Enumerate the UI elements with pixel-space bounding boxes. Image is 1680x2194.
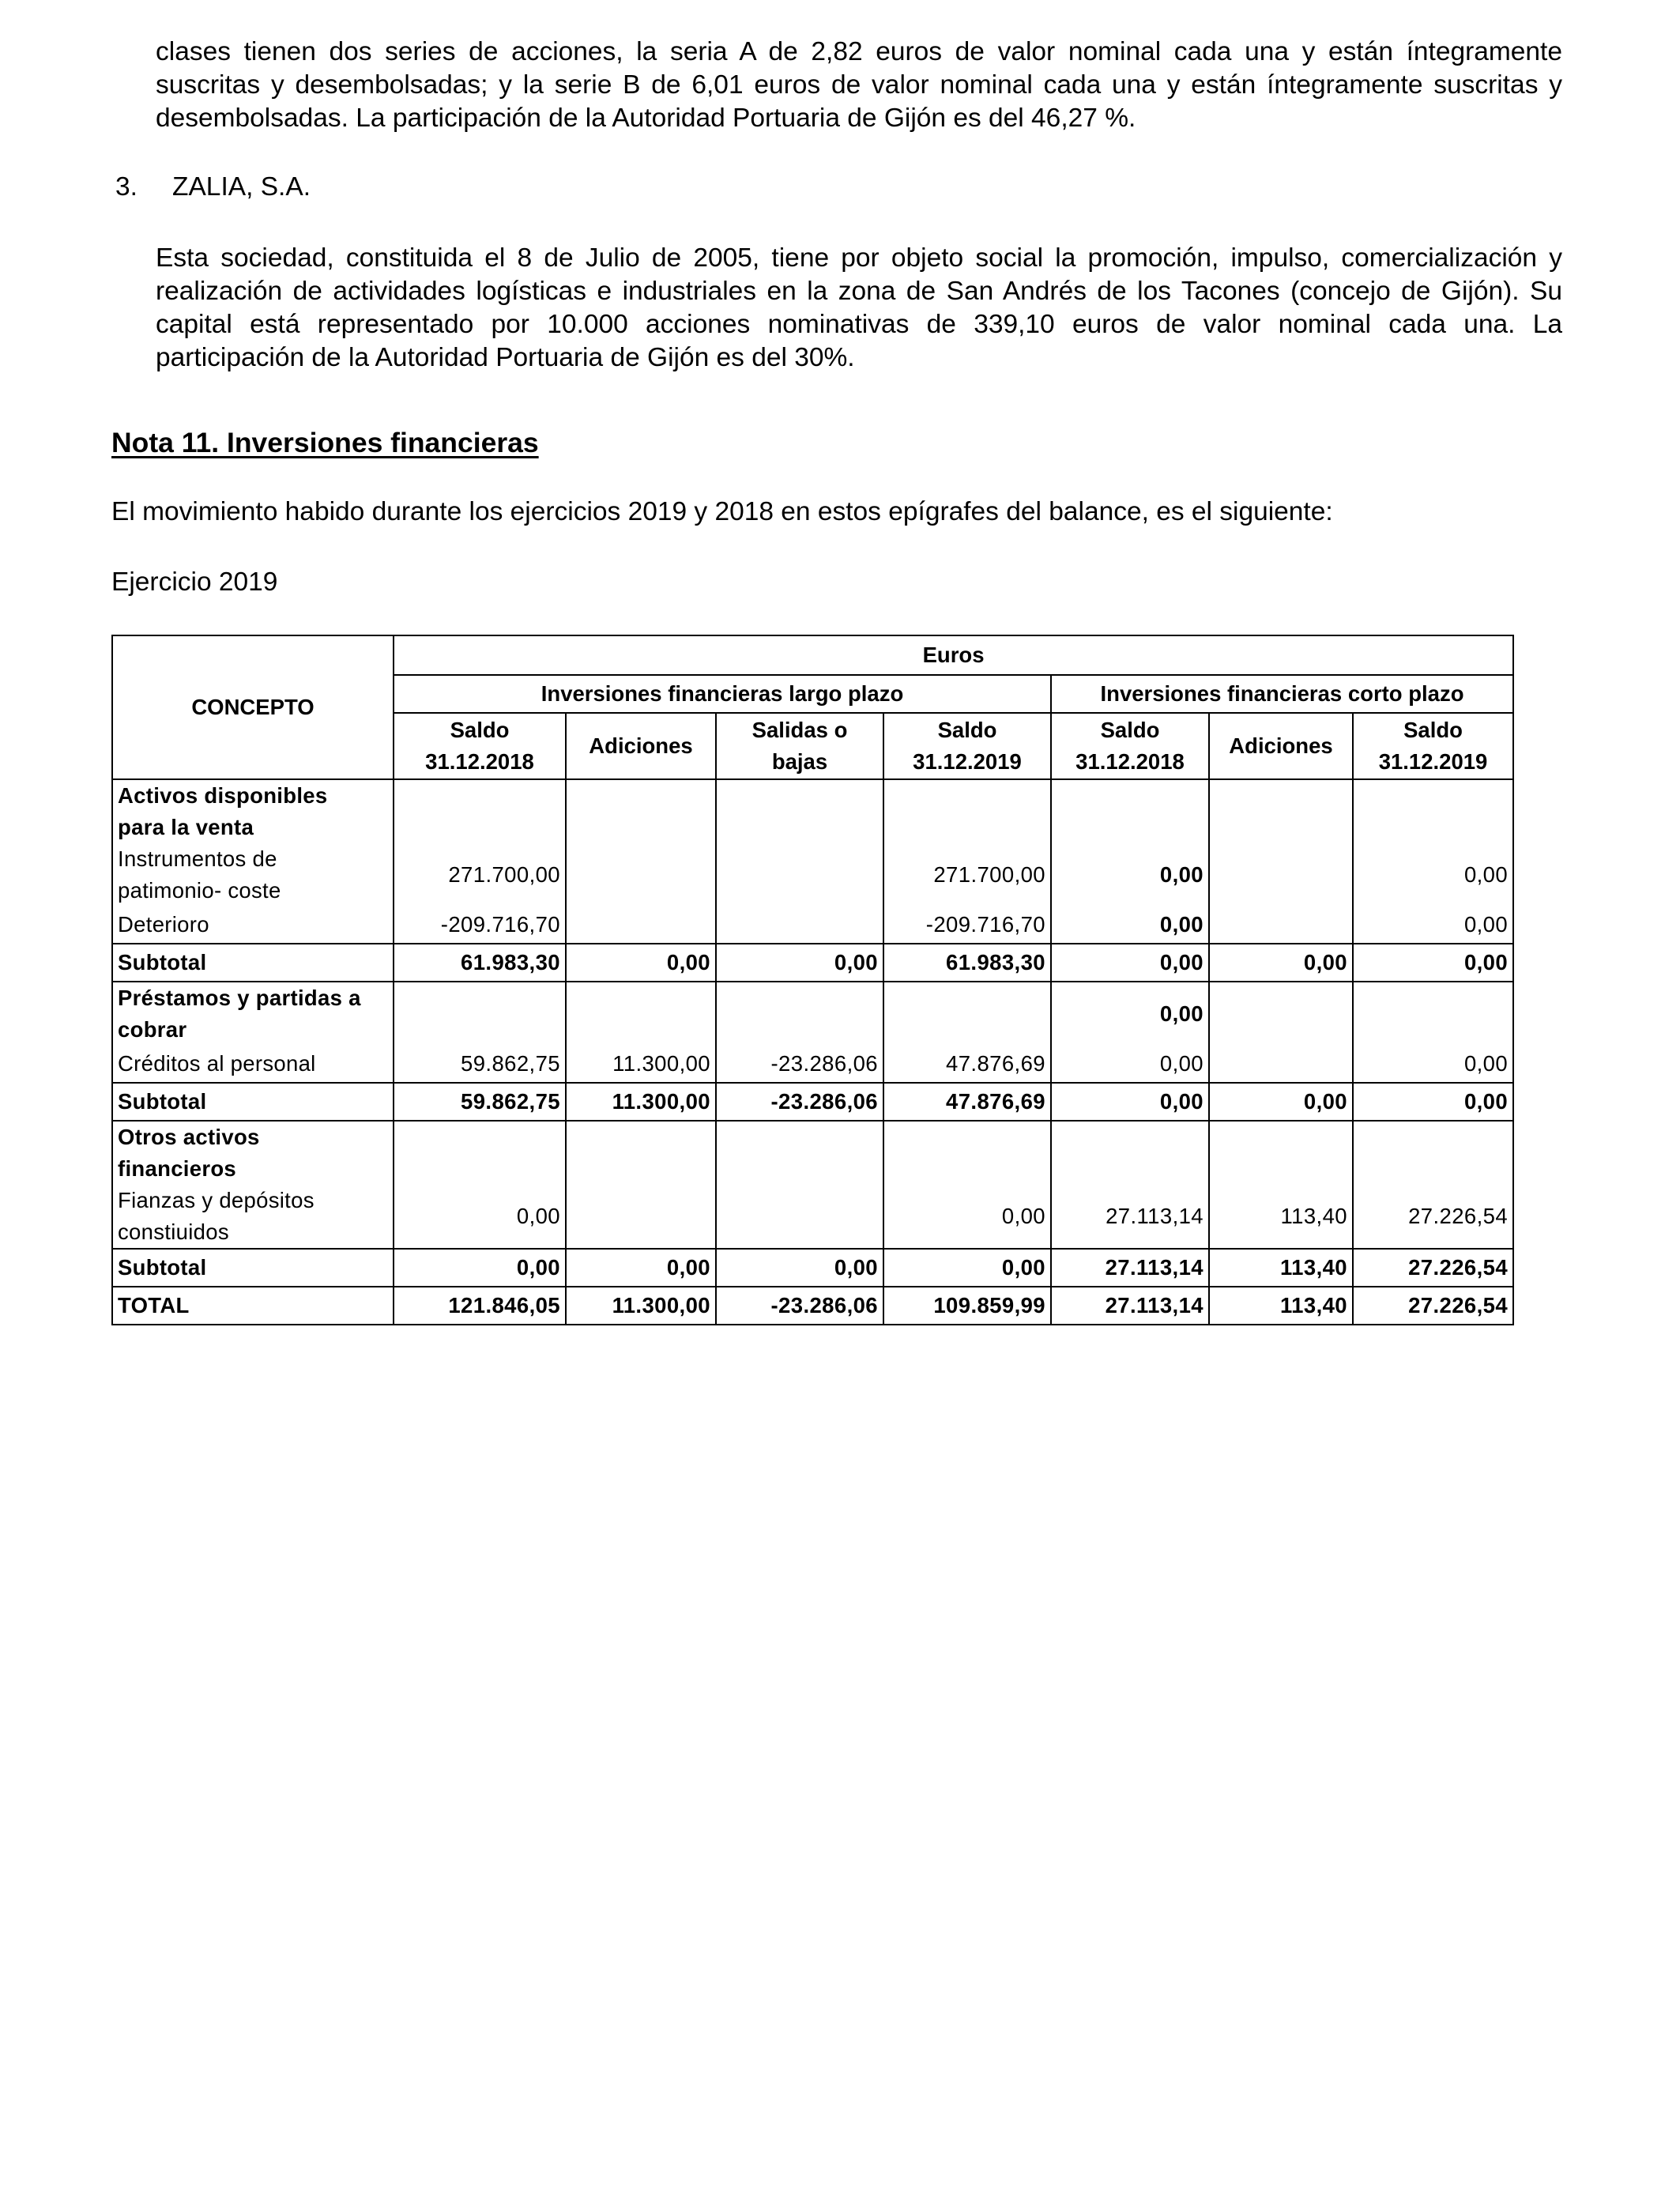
table-cell: 47.876,69 <box>883 1046 1051 1083</box>
table-cell <box>1209 982 1353 1046</box>
row-label <box>112 1185 394 1249</box>
table-cell: 0,00 <box>1051 982 1209 1046</box>
table-cell: 0,00 <box>1209 1083 1353 1121</box>
table-cell: 0,00 <box>1051 944 1209 982</box>
section-intro: El movimiento habido durante los ejercicios 2019 y 2018 en estos epígrafes del balance, es el siguiente: <box>111 497 1333 526</box>
column-header <box>883 713 1051 779</box>
table-row <box>112 843 1513 907</box>
column-header-line1: Saldo <box>1403 718 1463 742</box>
table-cell <box>1051 779 1209 843</box>
group-title <box>112 1121 394 1185</box>
table-row <box>112 779 1513 843</box>
table-cell: 121.846,05 <box>394 1287 566 1325</box>
table-cell: 59.862,75 <box>394 1083 566 1121</box>
table-row <box>112 1046 1513 1083</box>
table-cell: 27.113,14 <box>1051 1249 1209 1287</box>
table-cell: 0,00 <box>716 1249 883 1287</box>
table-cell: 11.300,00 <box>566 1287 716 1325</box>
group-title <box>112 982 394 1046</box>
section-heading: Nota 11. Inversiones financieras <box>111 427 539 458</box>
row-label-line2: constiuidos <box>118 1220 229 1244</box>
list-item-title: ZALIA, S.A. <box>172 172 311 202</box>
column-header-line1: Adiciones <box>1229 733 1333 758</box>
investments-table <box>111 635 1514 1325</box>
table-cell: 0,00 <box>1051 1046 1209 1083</box>
table-cell <box>566 779 716 843</box>
table-cell <box>566 907 716 944</box>
table-cell <box>1051 1121 1209 1185</box>
concept-header: CONCEPTO <box>112 635 394 779</box>
table-cell: 109.859,99 <box>883 1287 1051 1325</box>
row-label: Subtotal <box>112 944 394 982</box>
table-cell <box>1209 1046 1353 1083</box>
row-label <box>112 843 394 907</box>
table-row <box>112 1185 1513 1249</box>
table-cell: 0,00 <box>566 1249 716 1287</box>
column-header <box>1051 713 1209 779</box>
table-cell: -209.716,70 <box>394 907 566 944</box>
zalia-paragraph: Esta sociedad, constituida el 8 de Julio de 2005, tiene por objeto social la promoción, impulso, comercialización y realización de actividades logísticas e industriales en la zona de San Andrés de los Tacones (concejo de Gijón). Su capital está representado por 10.000 acciones nominativas de 339,10 euros de valor nominal cada una. La participación de la Autoridad Portuaria de Gijón es del 30%. <box>156 243 1562 372</box>
row-label: TOTAL <box>112 1287 394 1325</box>
total-row <box>112 1287 1513 1325</box>
subtotal-row <box>112 944 1513 982</box>
table-cell: 0,00 <box>1051 907 1209 944</box>
table-cell <box>1209 779 1353 843</box>
table-cell: 47.876,69 <box>883 1083 1051 1121</box>
group-title-line1: Otros activos <box>118 1125 260 1149</box>
table-cell <box>1353 1121 1513 1185</box>
table-cell: 27.113,14 <box>1051 1287 1209 1325</box>
table-cell: 113,40 <box>1209 1287 1353 1325</box>
table-row <box>112 1121 1513 1185</box>
row-label: Deterioro <box>112 907 394 944</box>
table-cell: 59.862,75 <box>394 1046 566 1083</box>
table-cell: 0,00 <box>716 944 883 982</box>
table-row <box>112 907 1513 944</box>
table-cell: -23.286,06 <box>716 1287 883 1325</box>
long-term-header: Inversiones financieras largo plazo <box>394 675 1051 713</box>
column-header <box>394 713 566 779</box>
table-cell <box>566 843 716 907</box>
row-label-line1: Instrumentos de <box>118 846 277 871</box>
column-header <box>716 713 883 779</box>
table-cell: 0,00 <box>1353 843 1513 907</box>
table-cell <box>716 982 883 1046</box>
table-cell <box>566 1185 716 1249</box>
table-cell <box>883 779 1051 843</box>
currency-header: Euros <box>394 635 1513 675</box>
table-cell: 113,40 <box>1209 1185 1353 1249</box>
column-header-line2: 31.12.2019 <box>1378 749 1488 774</box>
column-header-line2: bajas <box>771 749 828 774</box>
table-cell <box>883 982 1051 1046</box>
row-label-line1: Fianzas y depósitos <box>118 1188 315 1212</box>
table-cell: -209.716,70 <box>883 907 1051 944</box>
table-cell: 0,00 <box>394 1185 566 1249</box>
table-cell <box>716 907 883 944</box>
table-cell <box>883 1121 1051 1185</box>
table-cell: -23.286,06 <box>716 1083 883 1121</box>
group-title-line2: financieros <box>118 1156 237 1181</box>
table-cell <box>394 982 566 1046</box>
column-header <box>1353 713 1513 779</box>
table-cell <box>1209 907 1353 944</box>
table-cell: 27.226,54 <box>1353 1287 1513 1325</box>
column-header-line2: 31.12.2018 <box>425 749 534 774</box>
subtotal-row <box>112 1083 1513 1121</box>
group-title-line2: para la venta <box>118 815 254 839</box>
table-cell: 27.113,14 <box>1051 1185 1209 1249</box>
table-cell: 0,00 <box>883 1249 1051 1287</box>
row-label-line2: patimonio- coste <box>118 878 281 903</box>
table-cell <box>1209 1121 1353 1185</box>
table-cell: 11.300,00 <box>566 1046 716 1083</box>
table-cell: 0,00 <box>566 944 716 982</box>
table-cell <box>566 1121 716 1185</box>
column-header-line1: Adiciones <box>589 733 693 758</box>
column-header-line1: Saldo <box>450 718 510 742</box>
column-header-line2: 31.12.2019 <box>913 749 1022 774</box>
table-cell: 27.226,54 <box>1353 1185 1513 1249</box>
table-cell: 0,00 <box>1353 907 1513 944</box>
table-cell <box>1353 779 1513 843</box>
table-cell <box>566 982 716 1046</box>
group-title-line1: Préstamos y partidas a <box>118 986 361 1010</box>
column-header <box>1209 713 1353 779</box>
table-cell: -23.286,06 <box>716 1046 883 1083</box>
table-cell: 113,40 <box>1209 1249 1353 1287</box>
table-cell: 0,00 <box>1051 843 1209 907</box>
column-header <box>566 713 716 779</box>
table-cell <box>716 1121 883 1185</box>
table-cell <box>716 1185 883 1249</box>
table-cell <box>1209 843 1353 907</box>
table-cell: 27.226,54 <box>1353 1249 1513 1287</box>
group-title-line1: Activos disponibles <box>118 783 328 808</box>
table-cell: 0,00 <box>1353 1046 1513 1083</box>
table-cell: 0,00 <box>1051 1083 1209 1121</box>
table-cell <box>1353 982 1513 1046</box>
list-item-number: 3. <box>115 172 137 202</box>
table-cell: 0,00 <box>883 1185 1051 1249</box>
short-term-header: Inversiones financieras corto plazo <box>1051 675 1513 713</box>
table-cell <box>394 779 566 843</box>
intro-paragraph: clases tienen dos series de acciones, la seria A de 2,82 euros de valor nominal cada una y están íntegramente suscritas y desembolsadas; y la serie B de 6,01 euros de valor nominal cada una y están íntegramente suscritas y desembolsadas. La participación de la Autoridad Portuaria de Gijón es del 46,27 %. <box>156 37 1562 133</box>
table-cell: 61.983,30 <box>394 944 566 982</box>
table-cell: 0,00 <box>1209 944 1353 982</box>
exercise-label: Ejercicio 2019 <box>111 567 278 597</box>
column-header-line1: Saldo <box>1100 718 1160 742</box>
table-cell <box>716 779 883 843</box>
table-cell <box>394 1121 566 1185</box>
row-label: Subtotal <box>112 1083 394 1121</box>
table-cell: 11.300,00 <box>566 1083 716 1121</box>
subtotal-row <box>112 1249 1513 1287</box>
table-cell: 0,00 <box>394 1249 566 1287</box>
table-cell: 271.700,00 <box>394 843 566 907</box>
table-cell <box>716 843 883 907</box>
table-row <box>112 982 1513 1046</box>
column-header-line2: 31.12.2018 <box>1075 749 1185 774</box>
row-label: Créditos al personal <box>112 1046 394 1083</box>
row-label: Subtotal <box>112 1249 394 1287</box>
table-cell: 61.983,30 <box>883 944 1051 982</box>
group-title-line2: cobrar <box>118 1017 187 1042</box>
column-header-line1: Saldo <box>937 718 997 742</box>
column-header-line1: Salidas o <box>751 718 848 742</box>
group-title <box>112 779 394 843</box>
table-cell: 0,00 <box>1353 1083 1513 1121</box>
table-cell: 0,00 <box>1353 944 1513 982</box>
table-cell: 271.700,00 <box>883 843 1051 907</box>
